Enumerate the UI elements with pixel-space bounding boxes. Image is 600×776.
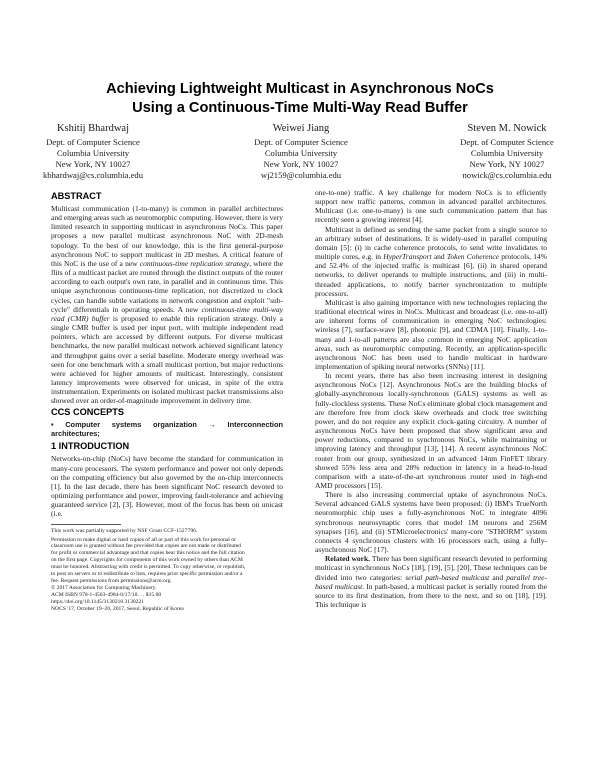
author-university: Columbia University	[264, 148, 338, 158]
permission-line: classroom use is granted without fee provided that copies are not made or distributed	[51, 543, 241, 550]
author-university: Columbia University	[470, 148, 544, 158]
abstract-part: is proposed to enable this replication strategy. Only a single CMR buffer is used per input port, with multiple independent read pointers, which are accessed by different outputs. For diverse multicast benchmarks, the new parallel multicast network achieved significant latency and throughput gains over a serial baseline. Moderate energy overhead was seen for one benchmark with a small multicast portion, but major reductions were achieved for higher amounts of multicast. Interestingly, consistent latency improvements were observed for unicast, in spite of the extra instrumentation. Experiments on isolated multicast packet transmissions also showed over an order-of-magnitude improvement in delivery time.	[51, 313, 283, 406]
text-part: and	[431, 252, 447, 262]
abstract-emphasis: continuous-time replication strategy	[139, 258, 250, 268]
emphasis-text: parallel tree-based multicast	[315, 572, 547, 591]
conference-line: NOCS '17, October 19–20, 2017, Seoul, Republic of Korea	[51, 605, 184, 612]
funding-footnote: This work was partially supported by NSF Grant CCF-1527796.	[51, 527, 198, 534]
author-city: New York, NY 10027	[469, 159, 545, 169]
author-city: New York, NY 10027	[55, 159, 131, 169]
abstract-heading: ABSTRACT	[51, 191, 102, 201]
author-dept: Dept. of Computer Science	[46, 137, 140, 147]
abstract-emphasis: continuous-time multi-way read (CMR) buffer	[51, 304, 284, 323]
author-1	[8, 122, 178, 181]
left-column	[51, 189, 283, 613]
author-email: nowick@cs.columbia.edu	[462, 170, 552, 180]
ccs-concept-text: • Computer systems organization → Interconnection architectures;	[51, 420, 283, 439]
permission-line: on the first page. Copyrights for components of this work owned by others than ACM	[51, 557, 243, 564]
doi-link[interactable]: https://doi.org/10.1145/3130218.3130221	[51, 598, 145, 605]
permission-line: fee. Request permissions from permissions@acm.org.	[51, 577, 172, 584]
permission-line: to post on servers or to redistribute to lists, requires prior specific permission and/or a	[51, 571, 243, 578]
permission-line: must be honored. Abstracting with credit is permitted. To copy otherwise, or republish,	[51, 564, 246, 571]
ccs-heading: CCS CONCEPTS	[51, 407, 124, 418]
intro-paragraph-continued: one-to-one) traffic. A key challenge for modern NoCs is to efficiently support new traffic patterns, common in advanced parallel architectures. Multicast (i.e. one-to-many) is one such communication pattern that has recently seen a growing interest [4].	[315, 188, 547, 225]
author-2	[216, 122, 386, 181]
right-column	[315, 188, 547, 609]
paper-title	[40, 80, 560, 118]
text-part: There has been significant research devoted to performing multicast in synchronous NoCs [18], [19], [5], [20]. These techniques can be divided into two categories:	[315, 554, 547, 582]
related-work-paragraph	[315, 554, 547, 609]
author-dept: Dept. of Computer Science	[254, 137, 348, 147]
text-part: and	[489, 572, 507, 582]
text-part: Multicast is defined as sending the same packet from a single source to an arbitrary subset of destinations. It is widely-used in parallel computing domain [5]: (i) in cache coherence protocols, to send write invalidates to multiple cores, e.g. in	[315, 224, 547, 262]
author-name: Kshitij Bhardwaj	[56, 123, 130, 134]
emphasis-text: serial path-based multicast	[405, 572, 490, 582]
author-city: New York, NY 10027	[263, 159, 339, 169]
author-dept: Dept. of Computer Science	[460, 137, 554, 147]
introduction-heading: 1 INTRODUCTION	[51, 441, 130, 452]
abstract-text	[51, 204, 283, 405]
author-email: kbhardwaj@cs.columbia.edu	[42, 170, 144, 180]
abstract-part: Multicast communication (1-to-many) is common in parallel architectures and emerging areas such as neuromorphic computing. However, there is very limited research in supporting multicast in asynchronous NoCs. This paper proposes a new parallel multicast asynchronous NoC with 2D-mesh topology. To the best of our knowledge, this is the first general-purpose asynchronous NoC to support multicast in 2D meshes. A critical feature of this NoC is the use of a new	[51, 204, 283, 268]
author-name: Steven M. Nowick	[467, 123, 547, 134]
author-name: Weiwei Jiang	[272, 123, 330, 134]
intro-paragraph	[315, 225, 547, 298]
text-part: . In path-based, a multicast packet is serially routed from the source to its first destination, from there to the next, and so on [18], [19]. This technique is	[315, 581, 548, 610]
runin-heading: Related work.	[325, 554, 371, 564]
copyright-line: © 2017 Association for Computing Machinery.	[51, 584, 157, 591]
author-email: wj2159@columbia.edu	[260, 170, 342, 180]
abstract-part: , where the flits of a multicast packet are routed through the distinct outputs of the router according to each output's own rate, in parallel and in continuous time. This unique asynchronous continuous-time replication, not discretized to clock cycles, can handle subtle variations in network congestion and exploit "sub-cycle" differentials in operating speeds. A new	[51, 258, 283, 314]
title-line-2: Using a Continuous-Time Multi-Way Read Buffer	[132, 100, 468, 116]
permission-line: Permission to make digital or hard copies of all or part of this work for personal or	[51, 536, 236, 543]
ccs-concepts	[51, 420, 283, 438]
emphasis-text: HyperTransport	[383, 252, 432, 262]
isbn-line: ACM ISBN 978-1-4503-4984-0/17/10. . . $15.00	[51, 591, 162, 598]
title-line-1: Achieving Lightweight Multicast in Asynchronous NoCs	[106, 81, 494, 97]
intro-paragraph: Networks-on-chip (NoCs) have become the standard for communication in many-core processors. The system performance and power not only depends on the computing efficiency but also governed by the on-chip interconnects [1]. In the last decade, there has been significant NoC research devoted to optimizing performance and power, improving fault-tolerance and achieving guaranteed service [2], [3]. However, most of the focus has been on unicast (i.e.	[51, 454, 283, 519]
footnote-rule	[51, 524, 121, 525]
author-university: Columbia University	[56, 148, 130, 158]
text-part: protocols, 14% and 52.4% of the injected traffic is multicast [6], (ii) in shared operand networks, to deliver operands to multiple instructions, and (iii) in multi-threaded applications, to notify barrier synchronization to multiple processors.	[315, 252, 547, 298]
intro-paragraph: Multicast is also gaining importance with new technologies replacing the traditional electrical wires in NoCs. Multicast and broadcast (i.e. one-to-all) are inherent forms of communication in emerging NoC technologies: wireless [7], surface-wave [8], photonic [9], and CDMA [10]. Finally, 1-to-many and 1-to-all patterns are also common in emerging NoC application areas, such as neuromorphic computing. Recently, an application-specific asynchronous NoC has been used to handle multicast in hardware implementation of spiking neural networks (SNNs) [11].	[315, 297, 547, 371]
intro-paragraph: There is also increasing commercial uptake of asynchronous NoCs. Several advanced GALS systems have been proposed: (i) IBM's TrueNorth neuromorphic chip uses a fully-asynchronous NoC to integrate 4096 synchronous neurosynaptic cores that model 1M neurons and 256M synapses [16], and (ii) STMicroelectronics' many-core "STHORM" system connects 4 synchronous clusters with 16 processors each, using a fully-asynchronous NoC [17].	[315, 490, 547, 555]
permission-line: for profit or commercial advantage and that copies bear this notice and the full citation	[51, 550, 245, 557]
emphasis-text: Token Coherence	[446, 252, 499, 262]
intro-paragraph: In recent years, there has also been increasing interest in designing asynchronous NoCs [12]. Asynchronous NoCs are the building blocks of globally-asynchronous locally-synchronous (GALS) systems as well as fully-clockless systems. These NoCs eliminate global clock management and are therefore free from clock skew overheads and clock tree switching power, and do not require any explicit clock-gating circuitry. A number of asynchronous NoCs have been proposed that show significant area and power reductions, compared to synchronous NoCs, while maintaining or improving latency and throughput [13], [14]. A recent asynchronous NoC router from our group, synthesized in an advanced 14nm FinFET library showed 55% less area and 28% reduction in latency in a head-to-head comparison with a state-of-the-art synchronous router used in high-end AMD processors [15].	[315, 371, 547, 490]
author-3	[422, 122, 592, 181]
permission-notice	[51, 537, 283, 613]
